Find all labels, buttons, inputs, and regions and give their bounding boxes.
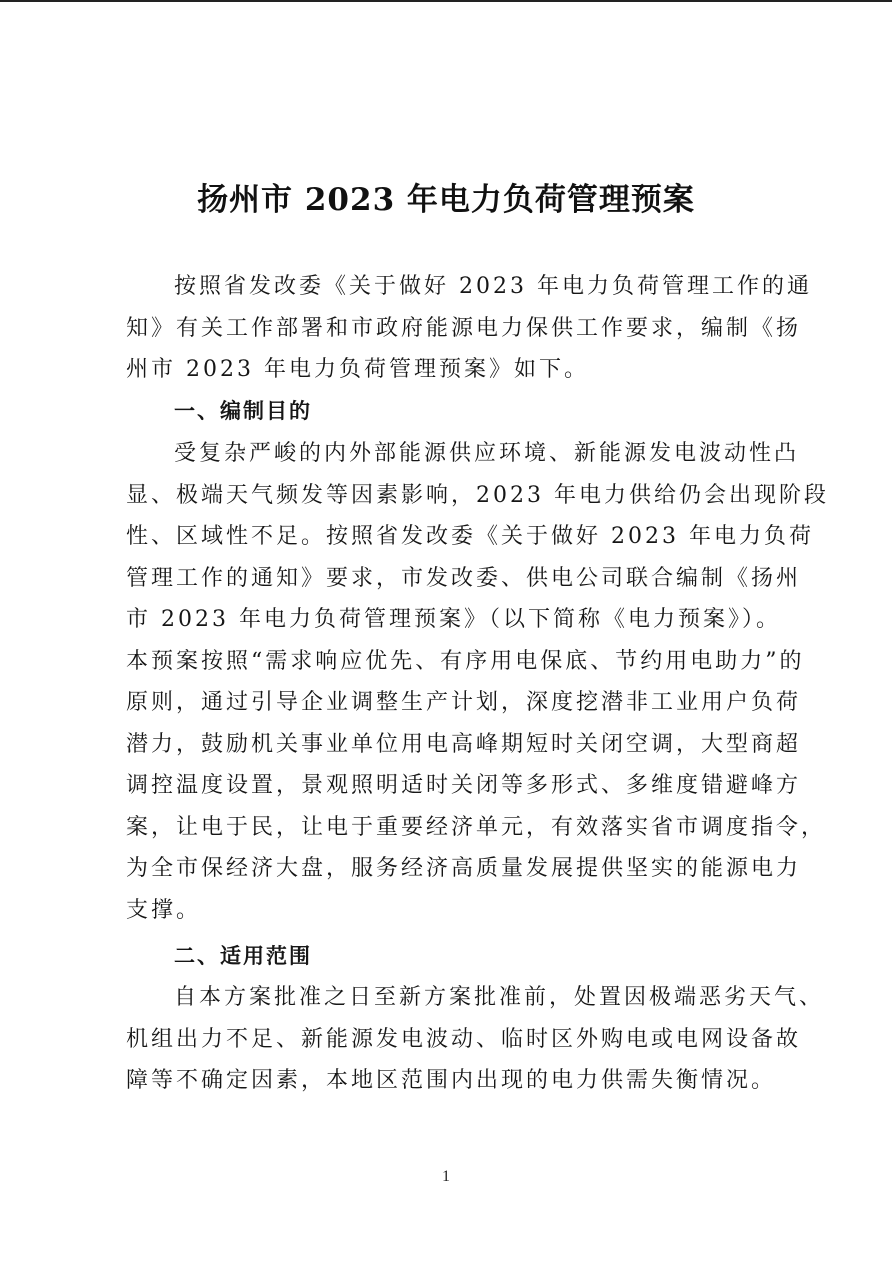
scope-paragraph xyxy=(126,977,825,1102)
section-heading: 二、适用范围 xyxy=(174,944,312,968)
text-line: 性、区域性不足。按照省发改委《关于做好 2023 年电力负荷 xyxy=(126,524,814,549)
intro-paragraph xyxy=(126,266,812,391)
text-line: 本预案按照“需求响应优先、有序用电保底、节约用电助力”的 xyxy=(126,648,805,674)
text-line: 管理工作的通知》要求，市发改委、供电公司联合编制《扬州 xyxy=(126,565,802,591)
purpose-paragraph xyxy=(126,433,829,931)
text-line: 为全市保经济大盘，服务经济高质量发展提供坚实的能源电力 xyxy=(126,856,802,881)
text-line: 受复杂严峻的内外部能源供应环境、新能源发电波动性凸 xyxy=(174,441,800,466)
page-number: 1 xyxy=(442,1168,450,1185)
document-title: 扬州市 2023 年电力负荷管理预案 xyxy=(197,182,695,218)
text-line: 支撑。 xyxy=(126,897,202,923)
section-heading-scope xyxy=(126,936,776,978)
text-line: 显、极端天气频发等因素影响，2023 年电力供给仍会出现阶段 xyxy=(126,482,829,508)
text-line: 按照省发改委《关于做好 2023 年电力负荷管理工作的通 xyxy=(174,274,812,299)
text-line: 自本方案批准之日至新方案批准前，处置因极端恶劣天气、 xyxy=(174,985,825,1010)
text-line: 潜力，鼓励机关事业单位用电高峰期短时关闭空调，大型商超 xyxy=(126,731,802,757)
text-line: 案，让电于民，让电于重要经济单元，有效落实省市调度指令， xyxy=(126,814,827,840)
text-line: 机组出力不足、新能源发电波动、临时区外购电或电网设备故 xyxy=(126,1026,802,1052)
text-line: 知》有关工作部署和市政府能源电力保供工作要求，编制《扬 xyxy=(126,315,802,341)
section-heading-purpose xyxy=(126,391,776,433)
text-line: 原则，通过引导企业调整生产计划，深度挖潜非工业用户负荷 xyxy=(126,690,802,715)
text-line: 调控温度设置，景观照明适时关闭等多形式、多维度错避峰方 xyxy=(126,773,802,798)
section-heading: 一、编制目的 xyxy=(174,399,312,423)
text-line: 市 2023 年电力负荷管理预案》（以下简称《电力预案》）。 xyxy=(126,607,781,632)
text-line: 障等不确定因素，本地区范围内出现的电力供需失衡情况。 xyxy=(126,1068,777,1093)
text-line: 州市 2023 年电力负荷管理预案》如下。 xyxy=(126,357,589,382)
